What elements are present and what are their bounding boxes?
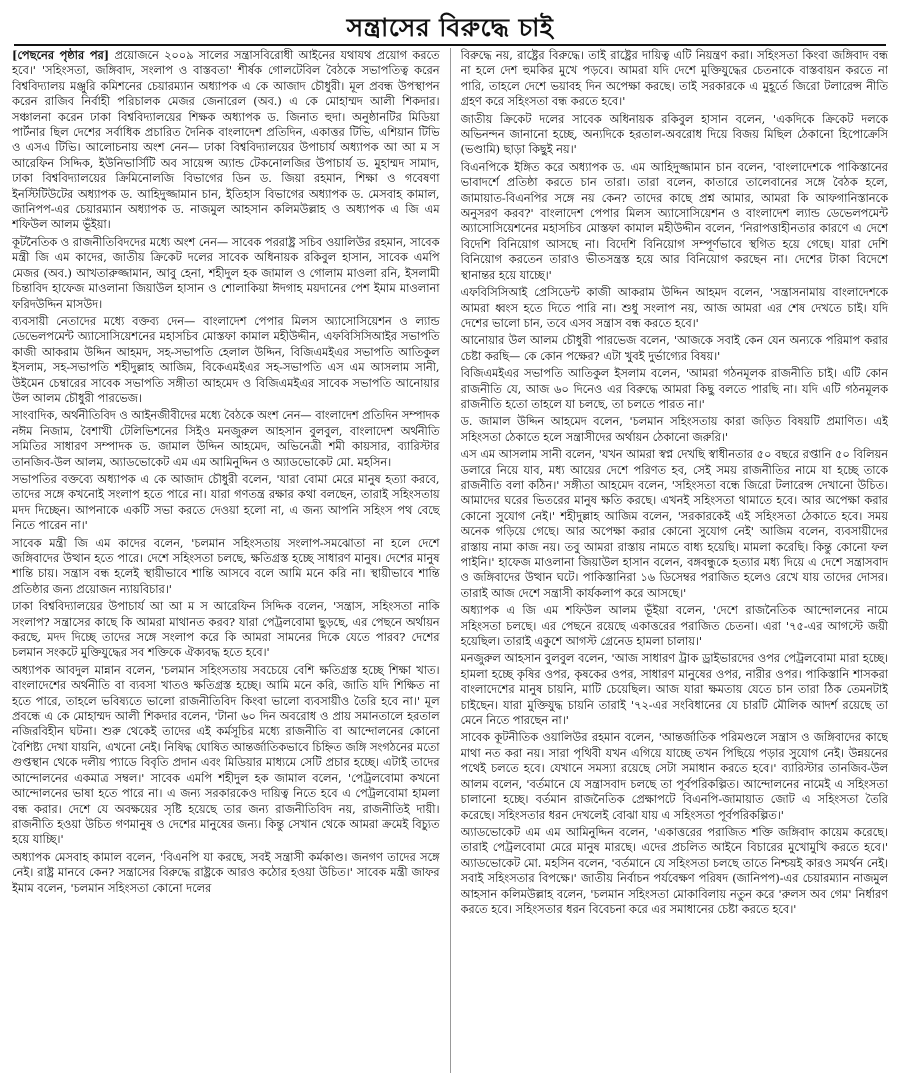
article-paragraph <box>12 314 440 406</box>
article-paragraph <box>461 333 889 364</box>
paragraph-text: অ্যাডভোকেট এম এম আমিনুদ্দিন বলেন, 'একাত্তরের পরাজিত শক্তি জঙ্গিবাদ কায়েম করেছে। তারাই পেট্রলবোমা মেরে মানুষ মারছে। এদের প্রচলিত আইনে বিচারের মুখোমুখি করতে হবে।' অ্যাডভোকেট মো. মহসিন বলেন, 'বর্তমানে যে সহিংসতা চলছে তাতে নিশ্চয়ই কারও সমর্থন নেই। সবাই সহিংসতার বিপক্ষে।' জাতীয় নির্বাচন পর্যবেক্ষণ পরিষদ (জানিপপ)-এর চেয়ারম্যান নাজমুল আহসান কলিমউল্লাহ বলেন, 'চলমান সহিংসতা মোকাবিলায় নতুন করে 'রুলস অব গেম' নির্ধারণ করতে হবে। সহিংসতার ধরন বিবেচনা করে এর সমাধানের চেষ্টা করতে হবে।' <box>460 825 888 916</box>
article-paragraph <box>461 730 889 822</box>
article-paragraph <box>12 235 440 312</box>
paragraph-text: এফবিসিসিআই প্রেসিডেন্ট কাজী আকরাম উদ্দিন আহমদ বলেন, 'সন্ত্রাসনামায় বাংলাদেশকে আমরা ধ্বংস হতে দিতে পারি না। শুধু সংলাপ নয়, আজ আমরা এর শেষ দেখতে চাই। যদি দেশের ভালো চান, তবে এসব সন্ত্রাস বন্ধ করতে হবে।' <box>460 286 888 330</box>
left-column <box>12 48 440 1073</box>
article-paragraph <box>12 663 440 848</box>
paragraph-text: কূটনৈতিক ও রাজনীতিবিদদের মধ্যে অংশ নেন— সাবেক পররাষ্ট্র সচিব ওয়ালিউর রহমান, সাবেক মন্ত্রী জি এম কাদের, জাতীয় ক্রিকেট দলের সাবেক অধিনায়ক রকিবুল হাসান, সাবেক এমপি মেজর (অব.) আখতারুজ্জামান, আবু হেনা, শহীদুল হক জামাল ও গোলাম মাওলা রনি, ইসলামী চিন্তাবিদ হাফেজ মাওলানা জিয়াউল হাসান ও শোলাকিয়া ঈদগাহ ময়দানের পেশ ইমাম মাওলানা ফরিদউদ্দিন মাসউদ। <box>12 235 440 311</box>
article-paragraph <box>461 48 889 110</box>
paragraph-text: বিজিএমইএর সভাপতি আতিকুল ইসলাম বলেন, 'আমরা গঠনমূলক রাজনীতি চাই। এটি কোন রাজনীতি যে, আজ ৬০ দিনেও এর বিরুদ্ধে আমরা কিছু বলতে পারছি না। যদি এটি গঠনমূলক রাজনীতি হতো তাহলে যা চলছে, তা চলতে পারত না।' <box>460 367 888 411</box>
article-columns <box>12 48 888 1073</box>
article-paragraph <box>12 472 440 534</box>
paragraph-text: সাবেক মন্ত্রী জি এম কাদের বলেন, 'চলমান সহিংসতায় সংলাপ-সমঝোতা না হলে দেশে জঙ্গিবাদের উত্থান হতে পারে। দেশে সহিংসতা চলছে, ক্ষতিগ্রস্ত হচ্ছে সাধারণ মানুষ। দেশের মানুষ শান্তি চায়। সন্ত্রাস বন্ধ হলেই স্থায়ীভাবে শান্তি আসবে বলে আমি মনে করি না। স্থায়ীভাবে শান্তি প্রতিষ্ঠার জন্য প্রয়োজন ন্যায়বিচার।' <box>12 536 440 596</box>
article-paragraph <box>461 414 889 445</box>
article-paragraph <box>12 408 440 470</box>
paragraph-text: সাবেক কূটনীতিক ওয়ালিউর রহমান বলেন, 'আন্তর্জাতিক পরিমণ্ডলে সন্ত্রাস ও জঙ্গিবাদের কাছে মাথা নত করা নয়। সারা পৃথিবী যখন এগিয়ে যাচ্ছে তখন পিছিয়ে পড়ার সুযোগ নেই। উন্নয়নের পথেই চলতে হবে। যেখানে সমস্যা রয়েছে সেটা সমাধান করতে হবে।' ব্যারিস্টার তানজিব-উল আলম বলেন, 'বর্তমানে যে সন্ত্রাসবাদ চলছে তা পূর্বপরিকল্পিত। আন্দোলনের নামেই এ সহিংসতা চালানো হচ্ছে। বর্তমান রাজনৈতিক প্রেক্ষাপটে বিএনপি-জামায়াত জোট এ সহিংসতা তৈরি করেছে। সহিংসতার ধরন দেখলেই বোঝা যায় এ সহিংসতা পূর্বপরিকল্পিত।' <box>460 731 888 822</box>
article-paragraph <box>12 48 440 233</box>
article-paragraph <box>461 160 889 283</box>
article-paragraph <box>12 850 440 896</box>
article-paragraph <box>12 599 440 661</box>
paragraph-text: জাতীয় ক্রিকেট দলের সাবেক অধিনায়ক রকিবুল হাসান বলেন, 'একদিকে ক্রিকেট দলকে অভিনন্দন জানানো হচ্ছে, অন্যদিকে হরতাল-অবরোধ দিয়ে বিজয় মিছিল ঠেকানো হিপোক্রেসি (ভণ্ডামি) ছাড়া কিছুই নয়।' <box>460 112 888 157</box>
article-paragraph <box>461 603 889 649</box>
continuation-label: [পেছনের পৃষ্ঠার পর] <box>12 48 110 62</box>
paragraph-text: আনোয়ার উল আলম চৌধুরী পারভেজ বলেন, 'আজকে সবাই কেন যেন অন্যকে পরিমাপ করার চেষ্টা করছি— কে কোন পক্ষের? এটা খুবই দুর্ভাগ্যের বিষয়।' <box>460 334 888 363</box>
article-paragraph <box>461 447 889 601</box>
paragraph-text: এস এম আসলাম সানী বলেন, 'যখন আমরা স্বপ্ন দেখছি স্বাধীনতার ৫০ বছরে রপ্তানি ৫০ বিলিয়ন ডলারে নিয়ে যাব, মধ্য আয়ের দেশে পরিণত হব, সেই সময় রাজনীতির নামে যা হচ্ছে তাকে রাজনীতি বলা কঠিন।' সঙ্গীতা আহমেদ বলেন, 'সহিংসতা বন্ধে জিরো টলারেন্স দেখানো উচিত। আমাদের ঘরের ভিতরের মানুষ ক্ষতি করছে। এখনই সহিংসতা থামাতে হবে। আর অপেক্ষা করার কোনো সুযোগ নেই।' শহীদুল্লাহ আজিম বলেন, 'সরকারকেই এই সহিংসতা ঠেকাতে হবে। সময় অনেক গড়িয়ে গেছে। আর অপেক্ষা করার কোনো সুযোগ নেই' আজিম বলেন, ব্যবসায়ীদের রাস্তায় নামা কাজ নয়। তবু আমরা রাস্তায় নামতে বাধ্য হয়েছি। মামলা করেছি। কিন্তু কোনো ফল পাইনি।' হাফেজ মাওলানা জিয়াউল হাসান বলেন, বঙ্গবন্ধুকে হত্যার মধ্য দিয়ে এ দেশে সন্ত্রাসবাদ ও জঙ্গিবাদের উত্থান ঘটে। পাকিস্তানিরা ১৬ ডিসেম্বর পরাজিত হলেও রেখে যায় তাদের দোসর। তারাই আজ দেশে সন্ত্রাসী কার্যকলাপ করে আসছে।' <box>460 448 888 600</box>
paragraph-text: সাংবাদিক, অর্থনীতিবিদ ও আইনজীবীদের মধ্যে বৈঠকে অংশ নেন— বাংলাদেশ প্রতিদিন সম্পাদক নঈম নিজাম, বৈশাখী টেলিভিশনের সিইও মনজুরুল আহসান বুলবুল, বাংলাদেশ অর্থনীতি সমিতির সাধারণ সম্পাদক ড. জামাল উদ্দিন আহমেদ, অভিনেত্রী শমী কায়সার, ব্যারিস্টার তানজিব-উল আলম, অ্যাডভোকেট এম এম আমিনুদ্দিন ও অ্যাডভোকেট মো. মহসিন। <box>12 409 440 469</box>
article-paragraph <box>461 366 889 412</box>
paragraph-text: ড. জামাল উদ্দিন আহমেদ বলেন, 'চলমান সহিংসতায় কারা জড়িত বিষয়টি প্রমাণিত। এই সহিংসতা ঠেকাতে হলে সন্ত্রাসীদের অর্থায়ন ঠেকানো জরুরি।' <box>460 415 888 444</box>
paragraph-text: প্রয়োজনে ২০০৯ সালের সন্ত্রাসবিরোধী আইনের যথাযথ প্রয়োগ করতে হবে।' 'সহিংসতা, জঙ্গিবাদ, সংলাপ ও বাস্তবতা' শীর্ষক গোলটেবিল বৈঠকে সভাপতিত্ব করেন বিশ্ববিদ্যালয় মঞ্জুরি কমিশনের চেয়ারম্যান অধ্যাপক এ কে আজাদ চৌধুরী। মূল প্রবন্ধ উপস্থাপন করেন রাজিব নির্বাহী পরিচালক মেজর জেনারেল (অব.) এ কে মোহাম্মদ আলী শিকদার। সঞ্চালনা করেন ঢাকা বিশ্ববিদ্যালয়ের শিক্ষক অধ্যাপক ড. জিনাত হুদা। অনুষ্ঠানটির মিডিয়া পার্টনার ছিল দেশের সর্বাধিক প্রচারিত দৈনিক বাংলাদেশ প্রতিদিন, একাত্তর টিভি, এশিয়ান টিভি ও এসএ টিভি। আলোচনায় অংশ নেন— ঢাকা বিশ্ববিদ্যালয়ের উপাচার্য অধ্যাপক আ আ ম স আরেফিন সিদ্দিক, ইউনিভার্সিটি অব সায়েন্স অ্যান্ড টেকনোলজির উপাচার্য ড. মুহাম্মদ সামাদ, ঢাকা বিশ্ববিদ্যালয়ের ক্রিমিনোলজি বিভাগের ডিন ড. জিয়া রহমান, শিক্ষা ও গবেষণা ইনস্টিটিউটের অধ্যাপক ড. আহিদুজ্জামান চান, ইতিহাস বিভাগের অধ্যাপক ড. মেসবাহ কামাল, জানিপপ-এর চেয়ারম্যান অধ্যাপক ড. নাজমুল আহসান কলিমউল্লাহ ও অধ্যাপক এ জি এম শফিউল আলম ভূঁইয়া। <box>12 49 440 232</box>
paragraph-text: ঢাকা বিশ্ববিদ্যালয়ের উপাচার্য আ আ ম স আরেফিন সিদ্দিক বলেন, 'সন্ত্রাস, সহিংসতা নাকি সংলাপ? সন্ত্রাসের কাছে কি আমরা মাথানত করব? যারা পেট্রলবোমা ছুড়ছে, এর পেছনে অর্থায়ন করছে, মদদ দিচ্ছে তাদের সঙ্গে সংলাপ করে কি আমরা সামনের দিকে যেতে পারব? দেশের চলমান সংকটে মুক্তিযুদ্ধের সব শক্তিকে ঐক্যবদ্ধ হতে হবে।' <box>12 600 440 660</box>
article-paragraph <box>461 825 889 917</box>
paragraph-text: অধ্যাপক মেসবাহ কামাল বলেন, 'বিএনপি যা করছে, সবই সন্ত্রাসী কর্মকাণ্ড। জনগণ তাদের সঙ্গে নেই। রাষ্ট্র মানবে কেন? সন্ত্রাসের বিরুদ্ধে রাষ্ট্রকে আরও কঠোর হওয়া উচিত।' সাবেক মন্ত্রী জাফর ইমাম বলেন, 'চলমান সহিংসতা কোনো দলের <box>12 850 440 895</box>
paragraph-text: ব্যবসায়ী নেতাদের মধ্যে বক্তব্য দেন— বাংলাদেশ পেপার মিলস অ্যাসোসিয়েশন ও ল্যান্ড ডেভেলপমেন্ট অ্যাসোসিয়েশনের মহাসচিব মোস্তফা কামাল মহীউদ্দীন, এফবিসিসিআইর সভাপতি কাজী আকরাম উদ্দিন আহমদ, সহ-সভাপতি হেলাল উদ্দিন, বিজিএমইএর সভাপতি আতিকুল ইসলাম, সহ-সভাপতি শহীদুল্লাহ আজিম, বিকেএমইএর সহ-সভাপতি এস এম আসলাম সানী, উইমেন চেম্বারের সাবেক সভাপতি সঙ্গীতা আহমেদ ও বিজিএমইএর সাবেক সভাপতি আনোয়ার উল আলম চৌধুরী পারভেজ। <box>12 314 440 405</box>
column-divider <box>450 48 451 1073</box>
paragraph-text: সভাপতির বক্তব্যে অধ্যাপক এ কে আজাদ চৌধুরী বলেন, 'যারা বোমা মেরে মানুষ হত্যা করবে, তাদের সঙ্গে কখনোই সংলাপ হতে পারে না। যারা গণতন্ত্র রক্ষার কথা বলছেন, তারাই সহিংসতায় মদদ দিচ্ছেন। আপনাকে একটি সভা করতে দেওয়া হলো না, এ জন্য আপনি সহিংস পথ বেছে নিতে পারেন না।' <box>12 472 440 533</box>
paragraph-text: অধ্যাপক এ জি এম শফিউল আলম ভূঁইয়া বলেন, 'দেশে রাজনৈতিক আন্দোলনের নামে সহিংসতা চলছে। এর পেছনে রয়েছে একাত্তরের পরাজিত চেতনা। এরা '৭৫-এর আগস্টে জয়ী হয়েছিল। তারাই একুশে আগস্ট গ্রেনেড হামলা চালায়।' <box>460 604 888 649</box>
article-paragraph <box>12 536 440 598</box>
paragraph-text: অধ্যাপক আবদুল মান্নান বলেন, 'চলমান সহিংসতায় সবচেয়ে বেশি ক্ষতিগ্রস্ত হচ্ছে শিক্ষা খাত। বাংলাদেশের অর্থনীতি বা ব্যবসা খাতও ক্ষতিগ্রস্ত হচ্ছে। আমি মনে করি, জাতি যদি শিক্ষিত না হতে পারে, তাহলে ভবিষ্যতে ভালো রাজনীতিবিদ কিংবা ভালো ব্যবসায়ীও তৈরি হবে না।' মূল প্রবন্ধে এ কে মোহাম্মদ আলী শিকদার বলেন, 'টানা ৬০ দিন অবরোধ ও প্রায় সমানতালে হরতাল নজিরবিহীন ঘটনা। শুরু থেকেই তাদের এই কর্মসূচির মধ্যে রাজনীতি বা আন্দোলনের কোনো বৈশিষ্ট্য দেখা যায়নি, এখনো নেই। নিষিদ্ধ ঘোষিত আন্তর্জাতিকভাবে চিহ্নিত জঙ্গি সংগঠনের মতো গুপ্তস্থান থেকে দলীয় প্যাডে বিবৃতি প্রদান এবং মিডিয়ার মাধ্যমে সেটি প্রচার হচ্ছে। এটাই তাদের আন্দোলনের একমাত্র সম্বল।' সাবেক এমপি শহীদুল হক জামাল বলেন, 'পেট্রলবোমা কখনো আন্দোলনের ভাষা হতে পারে না। এ জন্য সরকারকেও দায়িত্ব নিতে হবে এ পেট্রলবোমা হামলা বন্ধ করার। দেশে যে অবক্ষয়ের সৃষ্টি হয়েছে তার জন্য রাজনীতিবিদ নয়, রাজনীতিই দায়ী। রাজনীতি হওয়া উচিত গণমানুষ ও দেশের মানুষের জন্য। কিন্তু সেখান থেকে আমরা ক্রমেই বিচ্যুত হয়ে যাচ্ছি।' <box>12 663 440 847</box>
paragraph-text: বিরুদ্ধে নয়, রাষ্ট্রের বিরুদ্ধে। তাই রাষ্ট্রের দায়িত্ব এটি নিয়ন্ত্রণ করা। সহিংসতা কিংবা জঙ্গিবাদ বন্ধ না হলে দেশ হুমকির মুখে পড়বে। আমরা যদি দেশে মুক্তিযুদ্ধের চেতনাকে বাস্তবায়ন করতে না পারি, তাহলে দেশে ভয়াবহ দিন অপেক্ষা করছে। তাই সরকারকে এ মুহূর্তে জিরো টলারেন্স নীতি গ্রহণ করে সহিংসতা বন্ধ করতে হবে।' <box>460 49 888 109</box>
article-paragraph <box>461 285 889 331</box>
right-column <box>461 48 889 1073</box>
paragraph-text: মনজুরুল আহসান বুলবুল বলেন, 'আজ সাধারণ ট্রাক ড্রাইভারদের ওপর পেট্রলবোমা মারা হচ্ছে। হামলা হচ্ছে কৃষির ওপর, কৃষকের ওপর, সাধারণ মানুষের ওপর, নারীর ওপর। পাকিস্তানি শাসকরা বাংলাদেশের মানুষ চায়নি, মাটি চেয়েছিল। আজ যারা ক্ষমতায় যেতে চান তারা ঠিক তেমনটাই চাইছেন। যারা মুক্তিযুদ্ধ চায়নি তারাই '৭২-এর সংবিধানের যে চারটি মৌলিক আদর্শ রয়েছে তা মেনে নিতে পারছেন না।' <box>460 652 888 728</box>
headline-area <box>0 0 900 55</box>
article-paragraph <box>461 112 889 158</box>
headline: সন্ত্রাসের বিরুদ্ধে চাই <box>346 13 554 42</box>
paragraph-text: বিএনপিকে ইঙ্গিত করে অধ্যাপক ড. এম আহিদুজ্জামান চান বলেন, 'বাংলাদেশকে পাকিস্তানের ভাবাদর্শে প্রতিষ্ঠা করতে চান তারা। তারা বলেন, কাতারে তালেবানের সঙ্গে বৈঠক হলে, জামায়াত-বিএনপির সঙ্গে নয় কেন? তাদের কাছে প্রশ্ন আমার, আমরা কি আফগানিস্তানকে অনুসরণ করব?' বাংলাদেশ পেপার মিলস অ্যাসোসিয়েশন ও বাংলাদেশ ল্যান্ড ডেভেলপমেন্ট অ্যাসোসিয়েশনের মহাসচিব মোস্তফা কামাল মহীউদ্দীন বলেন, 'নিরাপত্তাহীনতার কারণে এ দেশে বিদেশি বিনিয়োগ আসছে না। বিদেশি বিনিয়োগ সম্পূর্ণভাবে স্থগিত হয়ে গেছে। যারা দেশি বিনিয়োগ করতেন তারাও ভীতসন্ত্রস্ত হয়ে আর বিনিয়োগ করছেন না। দেশের টাকা বিদেশে স্থানান্তর হয়ে যাচ্ছে।' <box>460 160 888 282</box>
headline-rule <box>14 44 886 46</box>
article-paragraph <box>461 651 889 728</box>
